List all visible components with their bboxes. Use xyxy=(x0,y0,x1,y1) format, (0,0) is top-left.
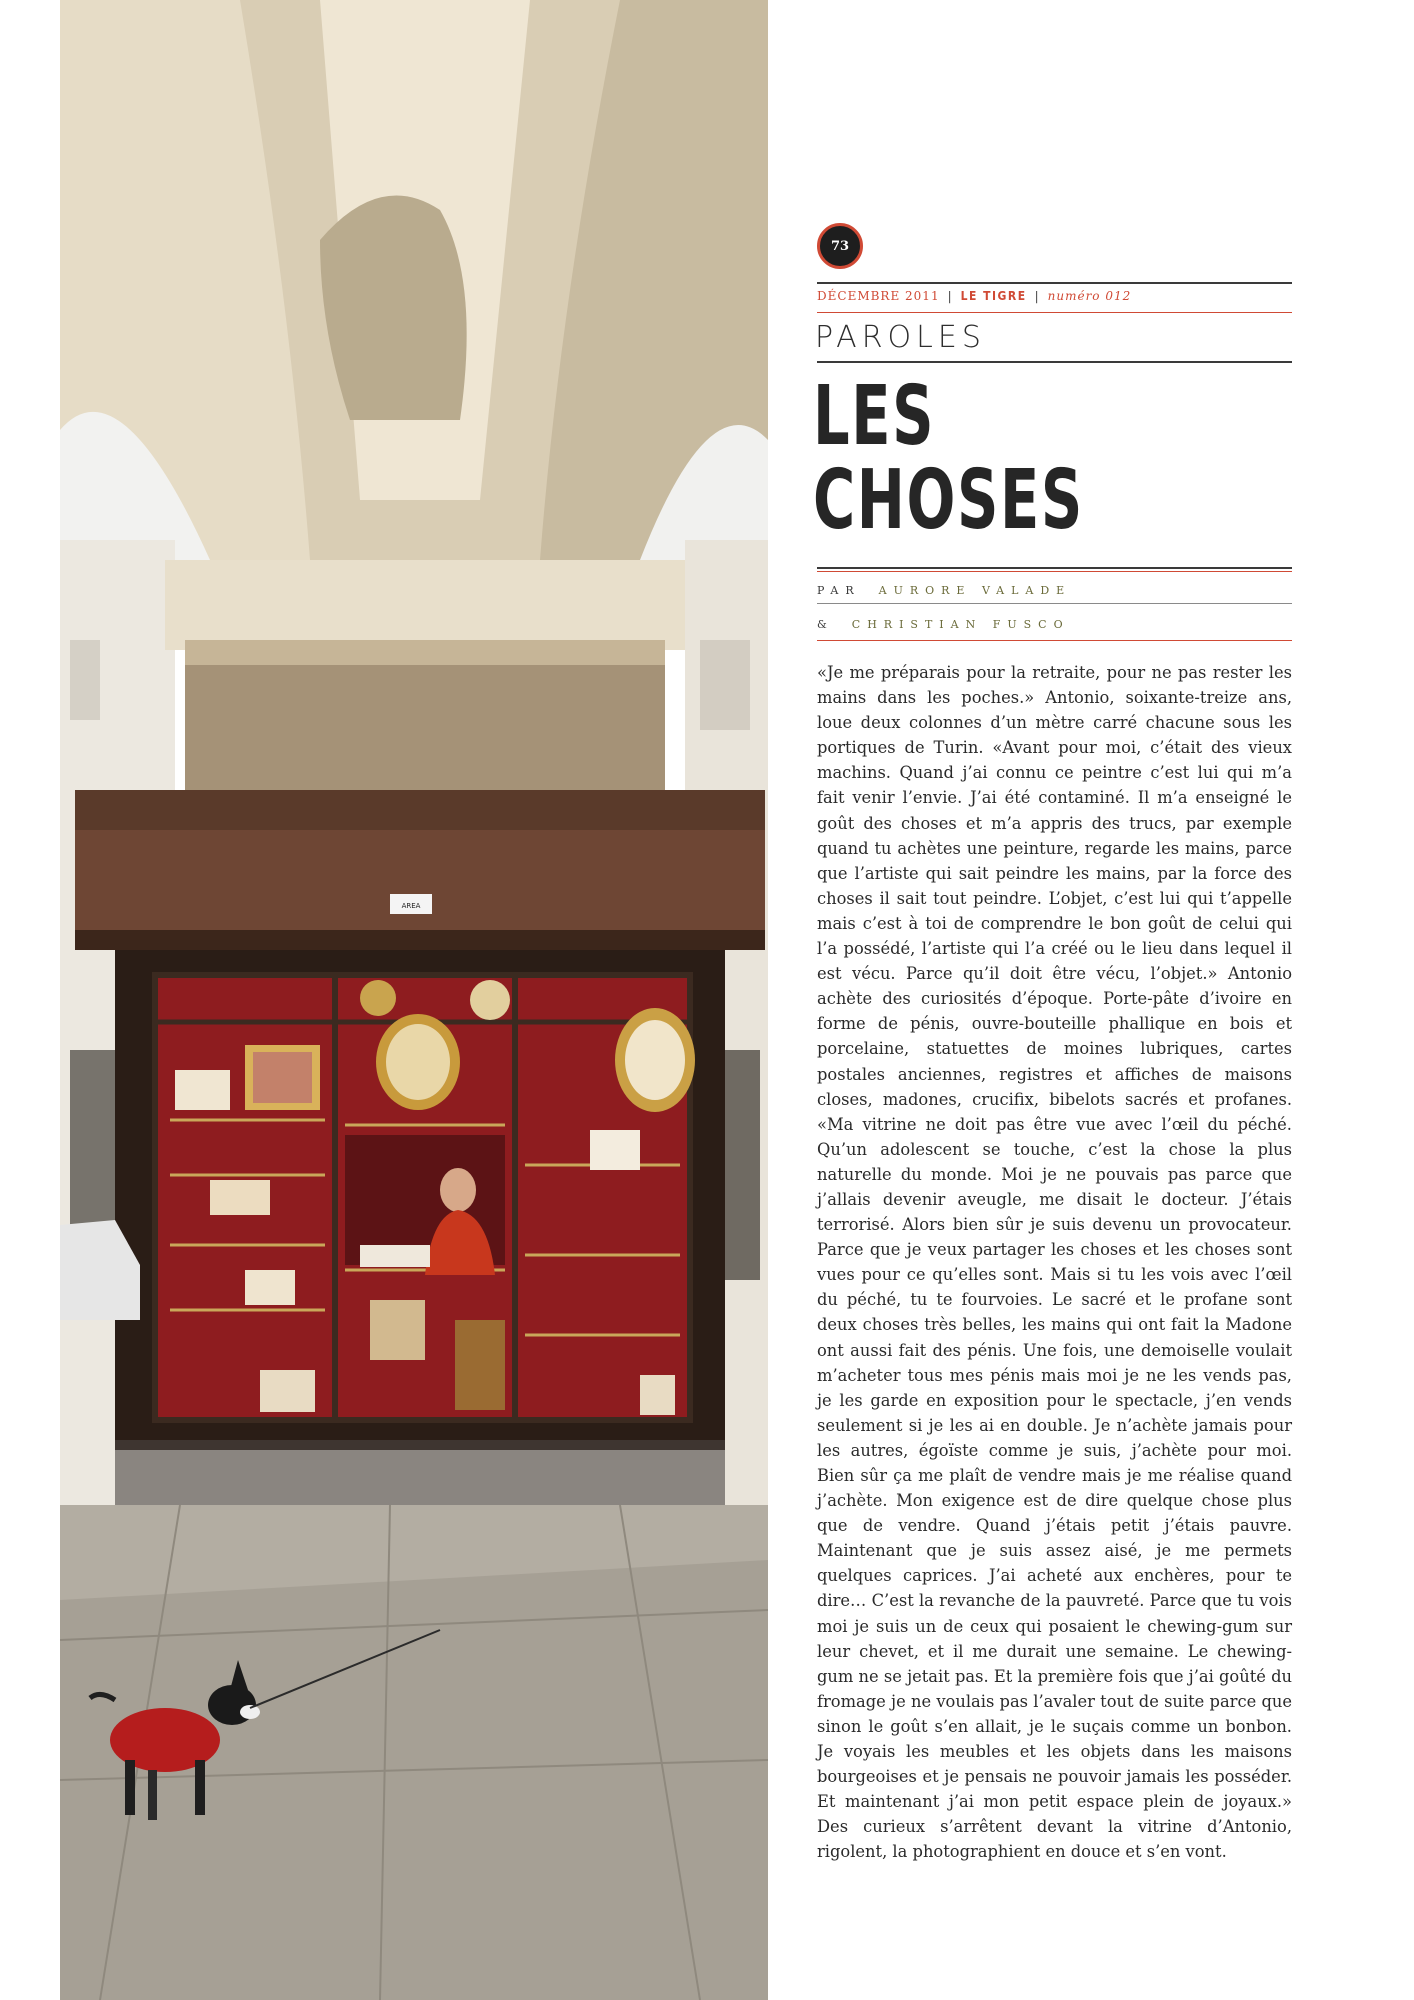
byline-1 xyxy=(817,584,1292,597)
separator: | xyxy=(947,289,953,303)
area-sign: AREA xyxy=(401,902,421,910)
author-2: CHRISTIAN FUSCO xyxy=(851,618,1070,631)
section-rule xyxy=(817,361,1292,363)
title-line-1: LES xyxy=(813,369,936,464)
byline-rule xyxy=(817,603,1292,604)
section-label: PAROLES xyxy=(815,320,986,355)
title-line-2: CHOSES xyxy=(813,453,1084,548)
article-body xyxy=(817,660,1292,1865)
title-rule-accent xyxy=(817,571,1292,572)
byline-amp: & xyxy=(817,618,834,631)
byline-par: PAR xyxy=(817,584,861,597)
byline-2 xyxy=(817,618,1292,631)
article-paragraph: «Je me préparais pour la retraite, pour ne pas rester les mains dans les poches.» Antonio, soixante-treize ans, loue deux colonnes d’un mètre carré chacune sous les portiques de Turin. «Avant pour moi, c’était des vieux machins. Quand j’ai connu ce peintre c’est lui qui m’a fait venir l’envie. J’ai été contaminé. Il m’a enseigné le goût des choses et m’a appris des trucs, par exemple quand tu achètes une peinture, regarde les mains, parce que l’artiste qui sait peindre les mains, par la force des choses il sait tout peindre. L’objet, c’est lui qui t’appelle mais c’est à toi de comprendre le bon goût de celui qui l’a possédé, l’artiste qui l’a créé ou le lieu dans lequel il est vécu. Parce qu’il doit être vécu, l’objet.» Antonio achète des curiosités d’époque. Porte-pâte d’ivoire en forme de pénis, ouvre-bouteille phallique en bois et porcelaine, statuettes de moines lubriques, cartes postales anciennes, registres et affiches de maisons closes, madones, crucifix, bibelots sacrés et profanes. «Ma vitrine ne doit pas être vue avec l’œil du péché. Qu’un adolescent se touche, c’est la chose la plus naturelle du monde. Moi je ne pouvais pas parce que j’allais devenir aveugle, me disait le docteur. J’étais terrorisé. Alors bien sûr je suis devenu un provocateur. Parce que je veux partager les choses et les choses sont vues pour ce qu’elles sont. Mais si tu les vois avec l’œil du péché, tu te fourvoies. Le sacré et le profane sont deux choses très belles, les mains qui ont fait la Madone ont aussi fait des pénis. Une fois, une demoiselle voulait m’acheter tous mes pénis mais moi je ne les vends pas, je les garde en exposition pour le spectacle, j’en vends seulement si je les ai en double. Je n’achète jamais pour les autres, égoïste comme je suis, j’achète pour moi. Bien sûr ça me plaît de vendre mais je me réalise quand j’achète. Mon exigence est de dire quelque chose plus que de vendre. Quand j’étais petit j’étais pauvre. Maintenant que je suis assez aisé, je me permets quelques caprices. J’ai acheté aux enchères, pour te dire… C’est la revanche de la pauvreté. Parce que tu vois moi je suis un de ceux qui posaient le chewing-gum sur leur chevet, et il me durait une semaine. Le chewing-gum ne se jetait pas. Et la première fois que j’ai goûté du fromage je ne voulais pas l’avaler tout de suite parce que sinon le goût s’en allait, je le suçais comme un bonbon. Je voyais les meubles et les objets dans les maisons bourgeoises et je pensais ne pouvoir jamais les posséder. Et maintenant j’ai mon petit espace plein de joyaux.» Des curieux s’arrêtent devant la vitrine d’Antonio, rigolent, la photographient en douce et s’en vont. xyxy=(817,663,1292,1862)
issue-meta xyxy=(817,289,1292,303)
page-number-badge xyxy=(817,223,863,269)
magazine-name: LE TIGRE xyxy=(960,289,1027,303)
kiosk-photo xyxy=(60,0,768,2000)
top-rule xyxy=(817,282,1292,284)
author-1: AURORE VALADE xyxy=(878,584,1072,597)
meta-rule xyxy=(817,312,1292,313)
issue-date: DÉCEMBRE 2011 xyxy=(817,289,940,303)
byline-rule-bottom xyxy=(817,640,1292,641)
kiosk-illustration xyxy=(60,0,768,2000)
title-rule xyxy=(817,567,1292,569)
separator: | xyxy=(1034,289,1040,303)
issue-number: numéro 012 xyxy=(1047,289,1132,303)
page-number: 73 xyxy=(830,238,850,254)
article-title xyxy=(813,369,1293,548)
